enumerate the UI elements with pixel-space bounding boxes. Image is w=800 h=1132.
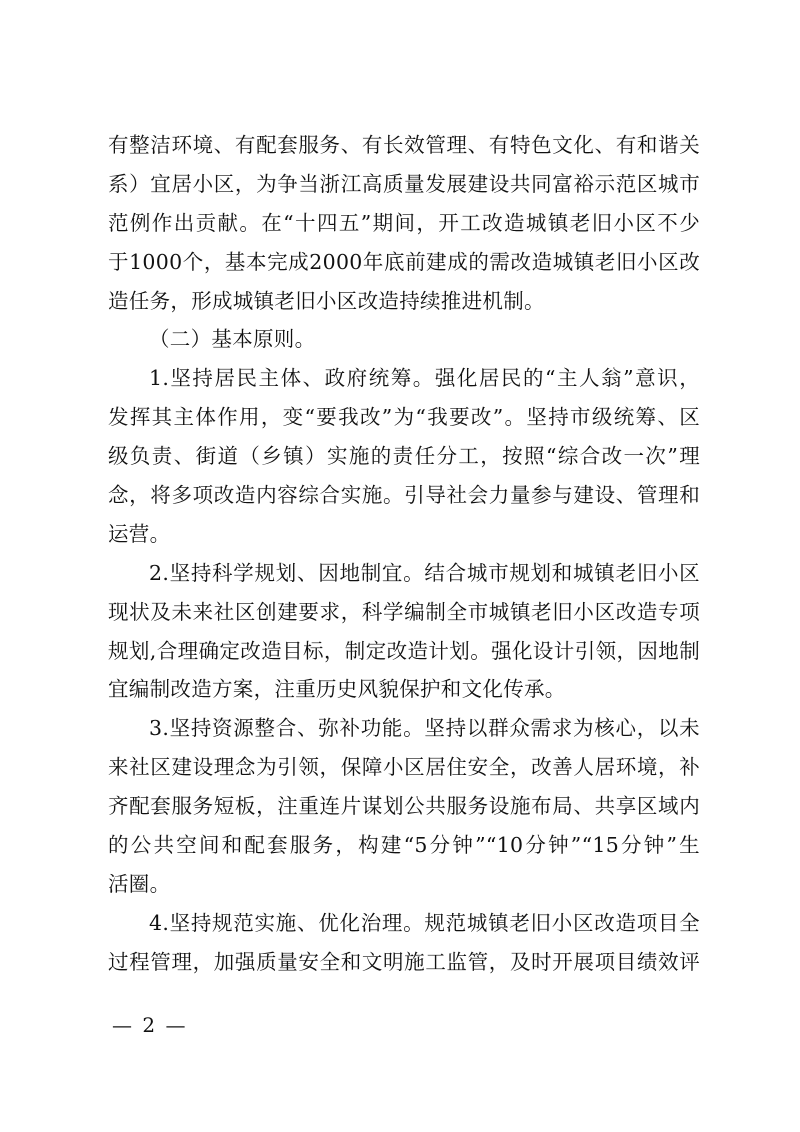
text-line: 规划,合理确定改造目标，制定改造计划。强化设计引领，因地制 xyxy=(108,638,700,663)
text-line: 运营。 xyxy=(108,521,171,546)
body-text xyxy=(108,126,700,982)
principle-2-heading-line: 2.坚持科学规划、因地制宜。结合城市规划和城镇老旧小区 xyxy=(149,560,700,585)
text-line: 念，将多项改造内容综合实施。引导社会力量参与建设、管理和 xyxy=(108,483,700,508)
section-heading: （二）基本原则。 xyxy=(149,327,316,352)
text-line: 宜编制改造方案，注重历史风貌保护和文化传承。 xyxy=(108,677,566,702)
principle-1-heading-line: 1.坚持居民主体、政府统筹。强化居民的“主人翁”意识， xyxy=(149,366,700,391)
text-line: 造任务，形成城镇老旧小区改造持续推进机制。 xyxy=(108,288,545,313)
text-line: 级负责、街道（乡镇）实施的责任分工，按照“综合改一次”理 xyxy=(108,444,700,469)
text-line: 齐配套服务短板，注重连片谋划公共服务设施布局、共享区域内 xyxy=(108,794,700,819)
text-line: 的公共空间和配套服务，构建“5分钟”“10分钟”“15分钟”生 xyxy=(108,833,700,858)
text-line: 范例作出贡献。在“十四五”期间，开工改造城镇老旧小区不少 xyxy=(108,210,700,235)
principle-3-heading-line: 3.坚持资源整合、弥补功能。坚持以群众需求为核心，以未 xyxy=(149,716,700,741)
principle-4-heading-line: 4.坚持规范实施、优化治理。规范城镇老旧小区改造项目全 xyxy=(149,910,700,935)
text-line: 于1000个，基本完成2000年底前建成的需改造城镇老旧小区改 xyxy=(108,249,700,274)
text-line: 发挥其主体作用，变“要我改”为“我要改”。坚持市级统筹、区 xyxy=(108,405,700,430)
text-line: 来社区建设理念为引领，保障小区居住安全，改善人居环境，补 xyxy=(108,755,700,780)
text-line: 过程管理，加强质量安全和文明施工监管，及时开展项目绩效评 xyxy=(108,949,700,974)
text-line: 系）宜居小区，为争当浙江高质量发展建设共同富裕示范区城市 xyxy=(108,171,700,196)
text-line: 有整洁环境、有配套服务、有长效管理、有特色文化、有和谐关 xyxy=(108,133,700,157)
page-number: — 2 — xyxy=(112,1013,188,1037)
text-line: 活圈。 xyxy=(108,871,171,896)
text-line: 现状及未来社区创建要求，科学编制全市城镇老旧小区改造专项 xyxy=(108,599,700,624)
